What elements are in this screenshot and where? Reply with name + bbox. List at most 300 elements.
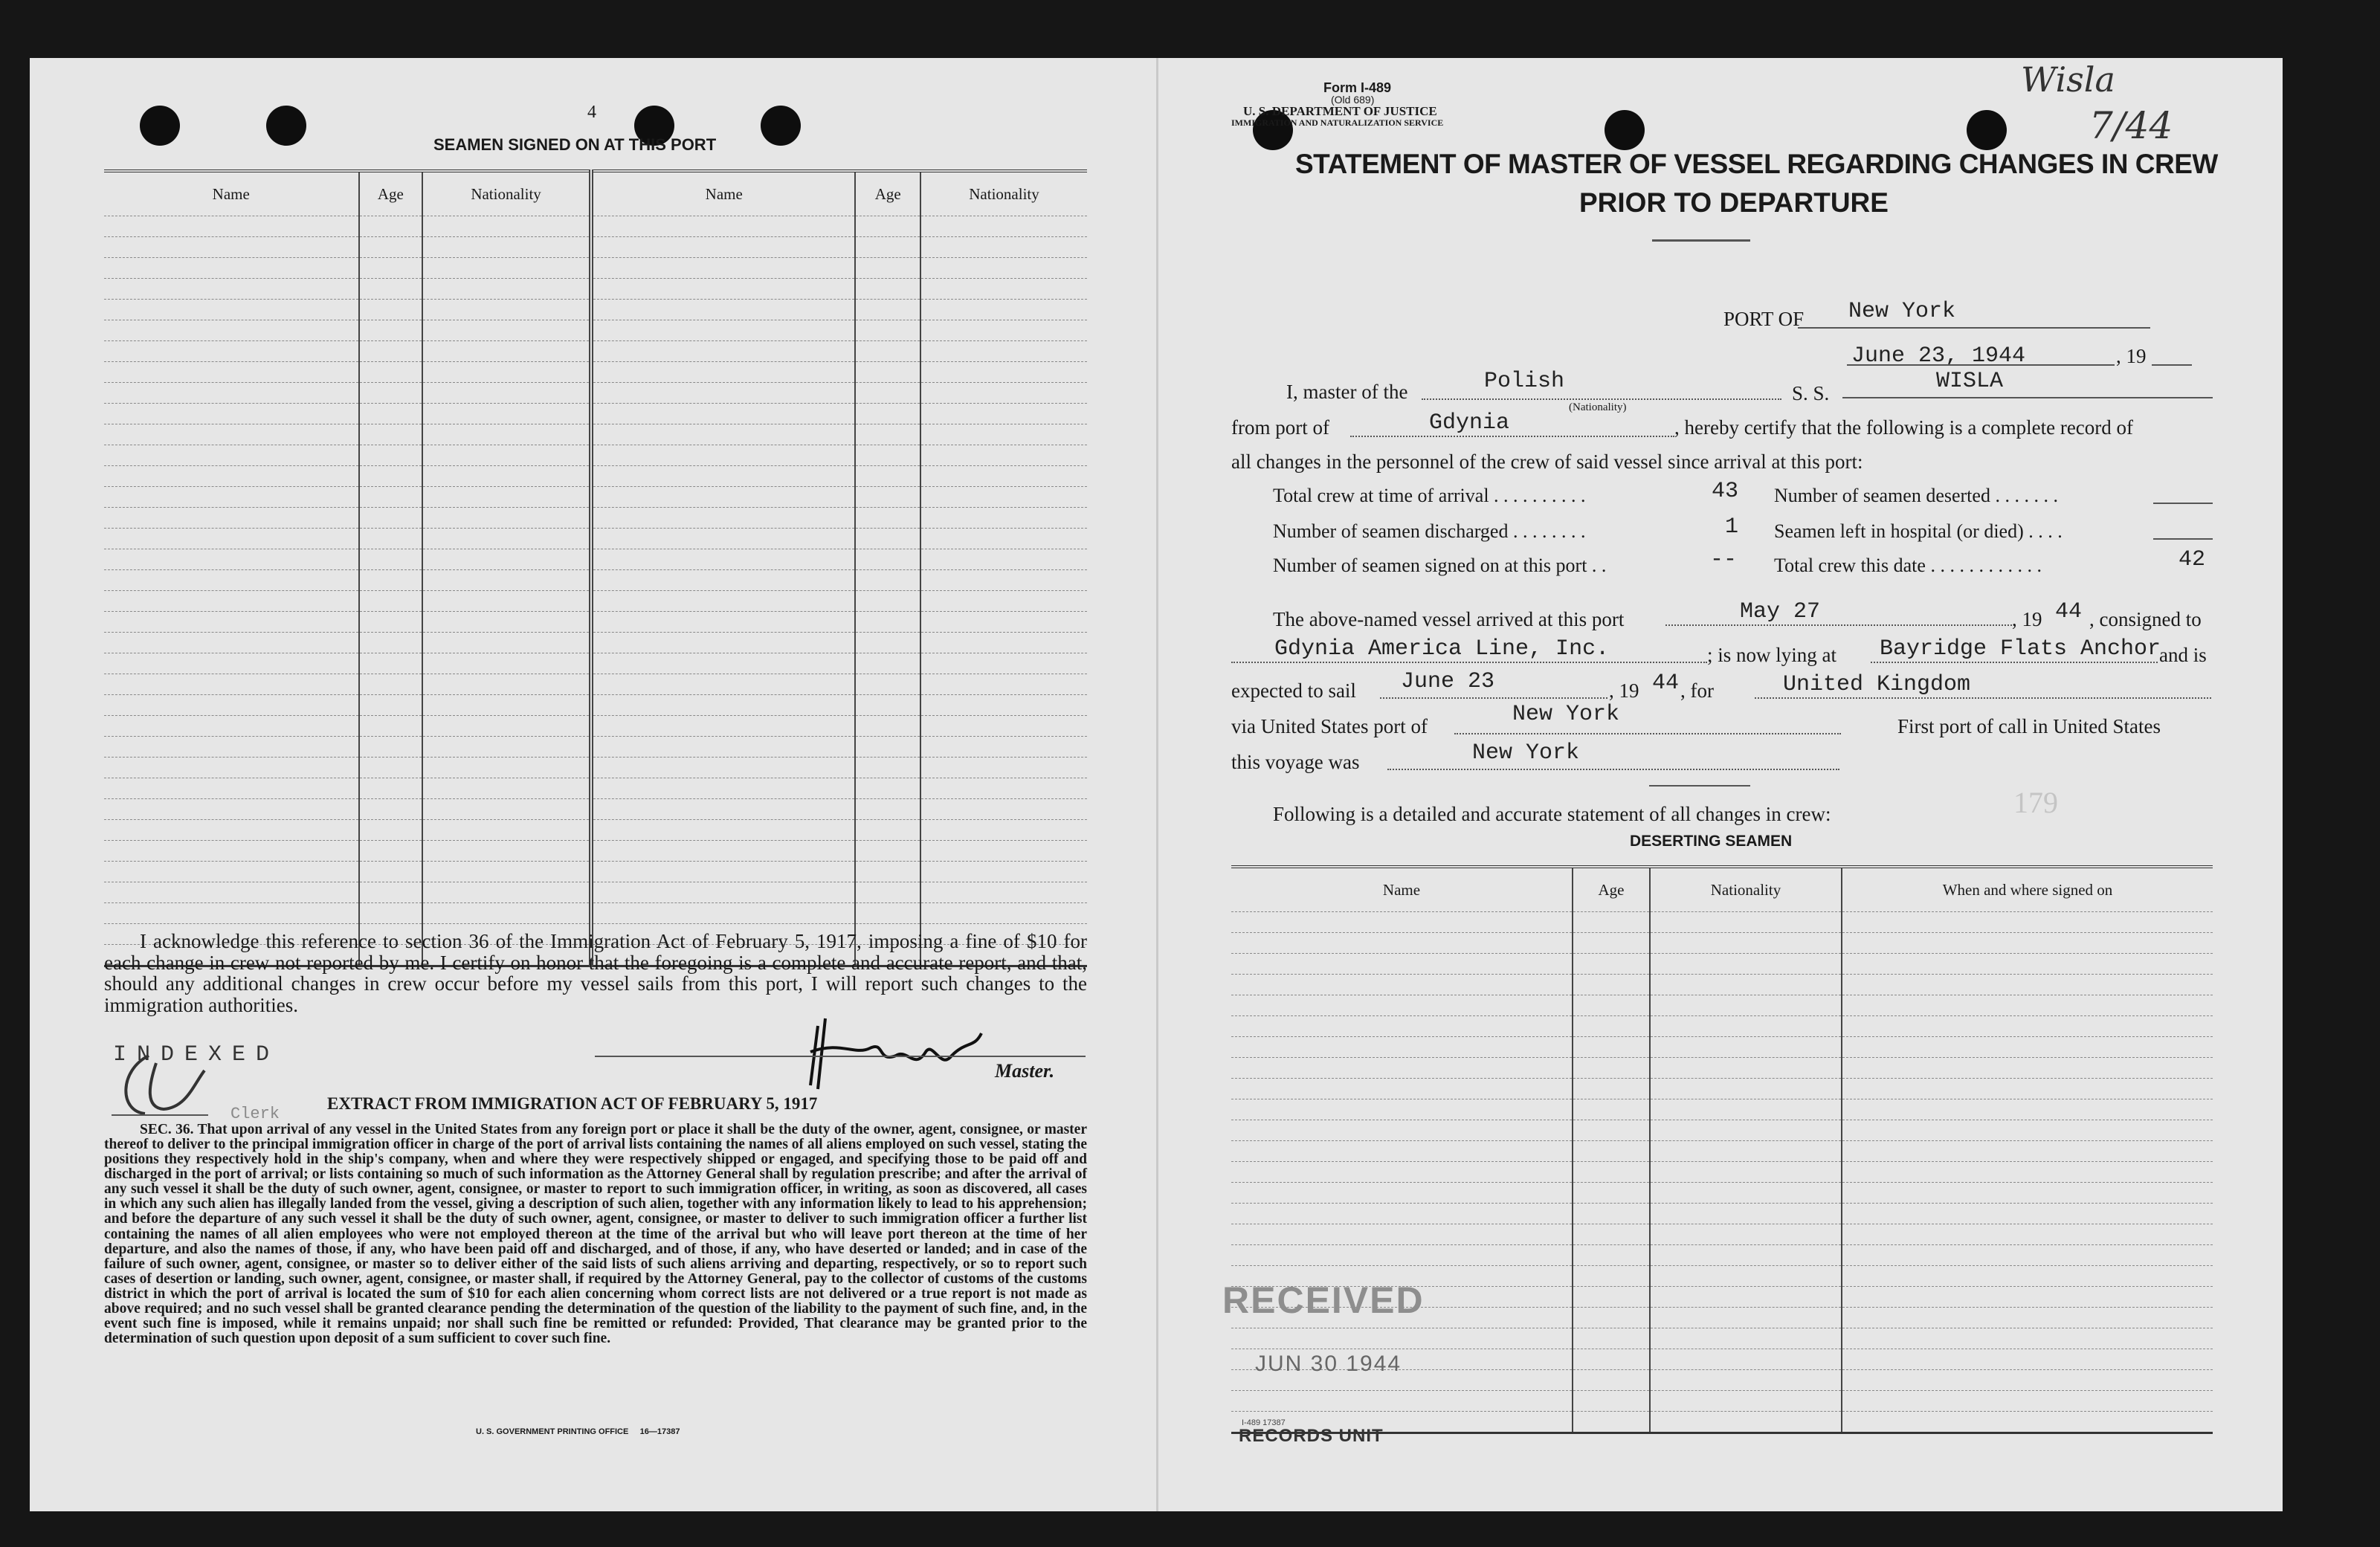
table-cell [104,487,359,508]
table-cell [1842,1245,2213,1266]
via-label: via United States port of [1231,715,1428,737]
table-cell [104,653,359,674]
table-cell [855,778,920,799]
table-cell [1650,1266,1842,1287]
table-cell [1573,954,1650,975]
table-cell [920,862,1087,882]
clerk-label: Clerk [230,1105,280,1123]
handwritten-vessel-note: Wisla [2021,59,2115,100]
destination-line [1755,697,2211,699]
table-cell [591,424,855,445]
table-row [1231,1224,2213,1245]
table-cell [855,216,920,237]
discharged-value: 1 [1725,514,1739,540]
table-cell [1650,1308,1842,1328]
table-cell [1650,1204,1842,1224]
table-row [1231,1245,2213,1266]
sail-date-line [1380,697,1607,699]
from-port-line [1350,436,1674,437]
table-cell [104,591,359,612]
table-row [104,466,1087,487]
table-cell [591,466,855,487]
voyage-label: this voyage was [1231,751,1360,773]
hospital-line [2153,538,2213,540]
table-cell [855,508,920,529]
ss-label: S. S. [1792,382,1830,404]
table-cell [422,841,591,862]
hospital-label: Seamen left in hospital (or died) . . . . [1774,520,2063,542]
table-cell [855,653,920,674]
table-cell [1573,912,1650,933]
table-row [104,820,1087,841]
table-cell [422,570,591,591]
table-cell [422,612,591,633]
table-cell [1650,1162,1842,1183]
table-cell [1842,912,2213,933]
table-cell [104,612,359,633]
table-cell [920,529,1087,549]
table-row [104,674,1087,695]
table-cell [920,674,1087,695]
arrived-year-value: 44 [2055,599,2083,624]
table-cell [1842,1016,2213,1037]
master-signature-line [595,1056,1086,1057]
table-cell [855,570,920,591]
table-cell [591,279,855,300]
table-cell [920,758,1087,778]
and-is-label: and is [2159,644,2207,666]
page-number: 4 [587,103,596,122]
table-cell [591,300,855,320]
table-row [1231,933,2213,954]
column-header: Name [591,171,855,216]
table-cell [855,633,920,653]
table-cell [104,882,359,903]
table-cell [855,758,920,778]
table-row [104,404,1087,424]
table-cell [422,320,591,341]
table-cell [359,612,423,633]
table-cell [1650,1016,1842,1037]
table-cell [920,695,1087,716]
table-cell [104,549,359,570]
table-row [104,716,1087,737]
table-cell [1573,1016,1650,1037]
table-cell [855,674,920,695]
table-cell [104,445,359,466]
table-cell [1573,1079,1650,1099]
total-crew-date-label: Total crew this date . . . . . . . . . . . . [1774,555,2042,576]
table-row [1231,912,2213,933]
table-cell [1650,995,1842,1016]
table-cell [1650,1391,1842,1412]
table-row [1231,1120,2213,1141]
table-cell [359,258,423,279]
signed-on-label: Number of seamen signed on at this port . . [1273,555,1607,576]
table-cell [1842,1079,2213,1099]
table-row [104,695,1087,716]
table-cell [920,445,1087,466]
table-cell [359,445,423,466]
table-cell [1842,954,2213,975]
voyage-value: New York [1472,740,1580,766]
table-cell [422,549,591,570]
table-cell [591,591,855,612]
table-cell [422,591,591,612]
table-row [104,549,1087,570]
nationality-value: Polish [1484,369,1565,394]
table-cell [1231,1120,1573,1141]
table-cell [422,216,591,237]
table-cell [855,903,920,924]
table-cell [920,383,1087,404]
table-cell [104,508,359,529]
table-cell [1842,1141,2213,1162]
table-cell [855,258,920,279]
table-cell [1573,1204,1650,1224]
total-crew-arrival-label: Total crew at time of arrival . . . . . . . . . . [1273,485,1586,506]
deserted-label: Number of seamen deserted . . . . . . . [1774,485,2058,506]
table-cell [920,487,1087,508]
table-cell [104,862,359,882]
table-cell [1573,1162,1650,1183]
table-cell [422,653,591,674]
table-cell [422,383,591,404]
table-cell [359,653,423,674]
table-cell [359,362,423,383]
table-cell [855,300,920,320]
table-cell [920,799,1087,820]
indexed-stamp: INDEXED [113,1042,280,1068]
table-row [104,300,1087,320]
vessel-line [1842,397,2213,398]
table-cell [1842,1224,2213,1245]
table-cell [104,237,359,258]
table-cell [359,778,423,799]
table-cell [591,341,855,362]
table-cell [422,508,591,529]
table-cell [359,820,423,841]
table-cell [422,737,591,758]
table-cell [359,487,423,508]
lying-line [1871,662,2158,663]
table-cell [1650,1058,1842,1079]
table-cell [104,716,359,737]
table-cell [591,778,855,799]
clerk-initials-signature [104,1041,216,1123]
table-cell [855,737,920,758]
table-cell [1650,1141,1842,1162]
table-cell [1231,1016,1573,1037]
master-label: Master. [995,1060,1055,1082]
master-signature [796,1004,989,1097]
table-cell [104,674,359,695]
table-cell [1231,1183,1573,1204]
records-unit-stamp: RECORDS UNIT [1239,1426,1384,1446]
table-cell [422,237,591,258]
table-cell [104,695,359,716]
table-cell [591,383,855,404]
left-page-title: SEAMEN SIGNED ON AT THIS PORT [433,135,717,154]
faint-number: 179 [2013,786,2058,819]
via-line [1454,733,1841,734]
master-of-label: I, master of the [1286,381,1408,403]
table-cell [359,237,423,258]
table-cell [422,445,591,466]
table-cell [1231,1391,1573,1412]
table-cell [920,820,1087,841]
arrived-label: The above-named vessel arrived at this port [1273,608,1625,630]
date-suffix: , 19 [2116,345,2147,367]
table-cell [104,799,359,820]
table-cell [591,882,855,903]
table-cell [1842,1162,2213,1183]
table-cell [1650,1224,1842,1245]
table-cell [1231,995,1573,1016]
table-cell [422,529,591,549]
table-cell [591,529,855,549]
port-line [1798,327,2150,329]
table-cell [920,320,1087,341]
sail-date-value: June 23 [1401,669,1495,694]
table-cell [422,300,591,320]
table-cell [104,300,359,320]
table-cell [591,362,855,383]
following-text: Following is a detailed and accurate statement of all changes in crew: [1273,803,1831,825]
table-cell [920,778,1087,799]
sail-year-value: 44 [1652,671,1680,696]
table-row [1231,1204,2213,1224]
table-cell [422,778,591,799]
column-header: Nationality [1650,867,1842,912]
table-cell [1573,1099,1650,1120]
table-cell [359,633,423,653]
deserting-seamen-table [1231,865,2213,1434]
table-cell [1231,1162,1573,1183]
table-cell [920,841,1087,862]
table-cell [1231,1245,1573,1266]
table-row [104,237,1087,258]
changes-text: all changes in the personnel of the crew of said vessel since arrival at this port: [1231,450,1863,473]
extract-text: SEC. 36. That upon arrival of any vessel in the United States from any foreign port or place it shall be the duty of the owner, agent, consignee, or master thereof to deliver to the principal immigration officer in charge of the port of arrival lists containing the names of all aliens employed on such vessel, stating the positions they respectively hold in the ship's company, when and where they were respectively shipped or engaged, and specifying those to be paid off and discharged in the port of arrival; or lists containing so much of such information as the Attorney General shall by regulation prescribe; and after the arrival of any such vessel it shall be the duty of such owner, agent, consignee, or master to report to such immigration officer, in writing, as soon as discovered, all cases in which any such alien has illegally landed from the vessel, giving a description of such alien, together with any information likely to lead to his apprehension; and before the departure of any such vessel it shall be the duty of such owner, agent, consignee, or master to deliver to such immigration officer a further list containing the names of all alien employees who were not employed thereon at the time of the arrival but who will leave port thereon at the time of her departure, and also the names of those, if any, who have been paid off and discharged, and of those, if any, who have deserted or landed; and in case of the failure of such owner, agent, consignee, or master so to deliver either of the said lists of such aliens arriving and departing, respectively, or so to report such cases of desertion or landing, such owner, agent, consignee, or master shall, if required by the Attorney General, pay to the collector of customs of the customs district in which the port of arrival is located the sum of $10 for each alien concerning whom correct lists are not delivered or a true report is not made as above required; and no such vessel shall be granted clearance pending the determination of the question of the liability to the payment of such fine, and, in the event such fine is imposed, while it remains unpaid; nor shall such fine be remitted or refunded: Provided, That clearance may be granted prior to the determination of such question upon deposit of a sum sufficient to cover such fine. [104,1122,1087,1347]
table-cell [591,903,855,924]
table-row [104,633,1087,653]
deserted-line [2153,503,2213,504]
center-fold [1156,58,1158,1511]
table-cell [591,216,855,237]
table-cell [855,591,920,612]
table-row [104,216,1087,237]
table-cell [855,404,920,424]
table-cell [1231,1141,1573,1162]
nationality-line [1422,398,1781,400]
expected-label: expected to sail [1231,679,1356,702]
table-cell [1231,912,1573,933]
table-row [1231,1328,2213,1349]
table-cell [920,237,1087,258]
table-cell [920,612,1087,633]
table-row [1231,1037,2213,1058]
table-cell [855,820,920,841]
table-cell [1573,1120,1650,1141]
extract-title: EXTRACT FROM IMMIGRATION ACT OF FEBRUARY 5, 1917 [327,1094,818,1113]
table-cell [1231,1058,1573,1079]
lying-label: ; is now lying at [1707,644,1836,666]
table-cell [920,549,1087,570]
table-cell [422,882,591,903]
date-year-line [2152,364,2192,366]
table-cell [422,258,591,279]
total-crew-arrival-value: 43 [1712,479,1739,504]
column-header: Nationality [422,171,591,216]
table-cell [359,300,423,320]
table-cell [1650,1099,1842,1120]
table-cell [1573,1391,1650,1412]
arrived-value: May 27 [1740,599,1821,624]
table-cell [920,570,1087,591]
table-cell [591,862,855,882]
table-cell [920,653,1087,674]
table-cell [1231,1079,1573,1099]
table-cell [855,383,920,404]
table-cell [1650,1079,1842,1099]
table-cell [591,695,855,716]
table-cell [104,383,359,404]
table-row [104,758,1087,778]
table-cell [1573,1287,1650,1308]
table-cell [1842,1412,2213,1433]
table-cell [422,362,591,383]
table-cell [1231,1037,1573,1058]
table-cell [1650,1349,1842,1370]
table-cell [1573,1308,1650,1328]
table-cell [1650,1412,1842,1433]
table-cell [591,820,855,841]
table-cell [422,674,591,695]
table-cell [1573,1037,1650,1058]
table-cell [855,862,920,882]
voyage-line [1387,769,1839,770]
table-cell [855,424,920,445]
table-cell [920,404,1087,424]
column-header: Name [104,171,359,216]
table-cell [104,737,359,758]
table-cell [1650,975,1842,995]
received-date-stamp: JUN 30 1944 [1255,1351,1402,1376]
table-cell [591,841,855,862]
table-cell [855,549,920,570]
table-cell [1573,1328,1650,1349]
table-row [104,383,1087,404]
table-cell [422,341,591,362]
port-value: New York [1848,299,1956,324]
title-underline [1652,239,1750,242]
table-cell [920,341,1087,362]
from-port-value: Gdynia [1429,410,1510,436]
table-cell [1650,1037,1842,1058]
table-cell [591,633,855,653]
table-row [104,279,1087,300]
destination-value: United Kingdom [1783,672,1971,697]
table-row [104,424,1087,445]
from-port-label: from port of [1231,416,1329,439]
table-cell [1650,1120,1842,1141]
table-cell [1573,1245,1650,1266]
table-row [104,653,1087,674]
table-cell [855,279,920,300]
table-row [1231,1391,2213,1412]
table-cell [591,612,855,633]
discharged-label: Number of seamen discharged . . . . . . . . [1273,520,1586,542]
table-cell [920,508,1087,529]
nationality-caption: (Nationality) [1569,401,1627,413]
table-cell [591,716,855,737]
table-cell [591,237,855,258]
table-cell [104,341,359,362]
table-cell [422,716,591,737]
table-cell [591,570,855,591]
table-cell [591,508,855,529]
table-cell [920,903,1087,924]
punch-hole [761,106,801,146]
table-cell [855,341,920,362]
column-header: Nationality [920,171,1087,216]
arrived-line [1665,624,2012,626]
table-row [104,612,1087,633]
table-cell [1842,1120,2213,1141]
table-cell [422,820,591,841]
table-cell [422,424,591,445]
table-cell [920,633,1087,653]
table-cell [855,841,920,862]
table-cell [1650,1183,1842,1204]
table-cell [104,424,359,445]
table-cell [422,404,591,424]
table-cell [1842,1037,2213,1058]
table-cell [359,466,423,487]
consignee-value: Gdynia America Line, Inc. [1274,636,1610,662]
deserting-seamen-title: DESERTING SEAMEN [1630,833,1793,850]
table-cell [591,487,855,508]
consigned-label: , consigned to [2089,608,2202,630]
service-name: IMMIGRATION AND NATURALIZATION SERVICE [1231,117,1444,128]
table-cell [920,716,1087,737]
table-cell [855,237,920,258]
table-cell [359,737,423,758]
table-cell [1842,1391,2213,1412]
table-cell [422,487,591,508]
received-stamp: RECEIVED [1222,1279,1425,1321]
table-cell [1573,975,1650,995]
port-label: PORT OF [1723,308,1805,330]
acknowledgment-text: I acknowledge this reference to section 36 of the Immigration Act of February 5, 1917, imposing a fine of $10 for each change in crew not reported by me. I certify on honor that the foregoing is a complete and accurate report, and that, should any additional changes in crew occur before my vessel sails from this port, I will report such changes to the immigration authorities. [104,930,1087,1016]
table-cell [422,903,591,924]
table-cell [359,341,423,362]
table-cell [920,362,1087,383]
table-row [104,778,1087,799]
table-cell [920,279,1087,300]
table-cell [920,216,1087,237]
table-cell [359,216,423,237]
table-cell [591,653,855,674]
table-cell [591,549,855,570]
table-cell [855,487,920,508]
table-cell [359,279,423,300]
column-header: Name [1231,867,1573,912]
table-row [1231,1058,2213,1079]
table-cell [855,882,920,903]
table-cell [1573,1349,1650,1370]
